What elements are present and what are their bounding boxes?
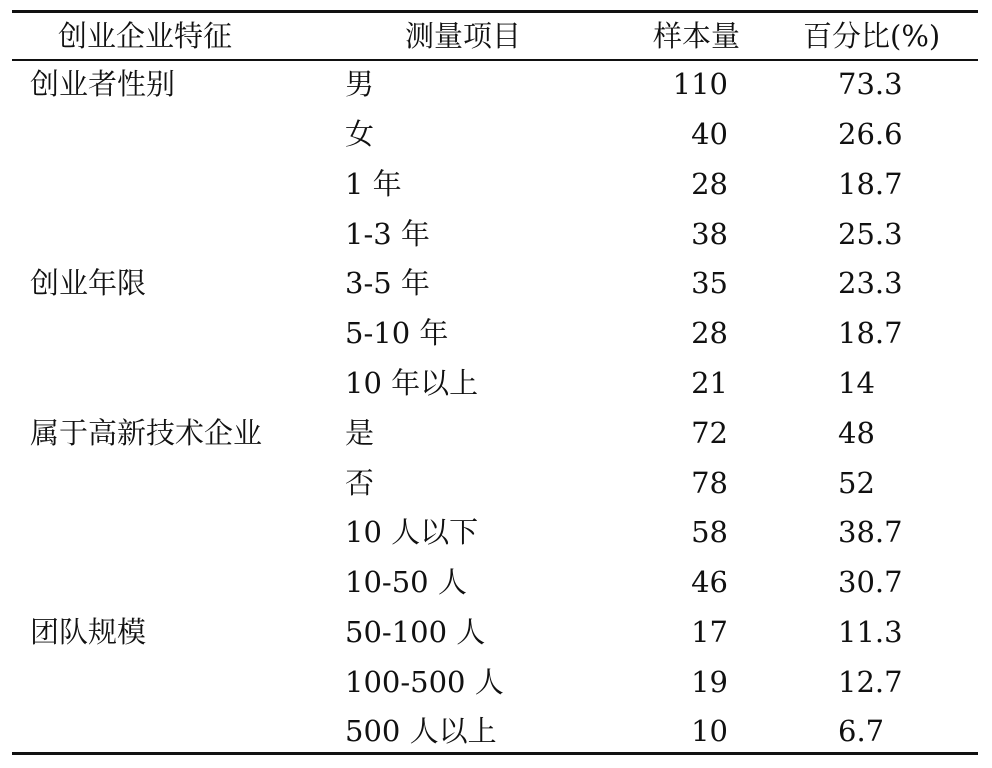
percentage: 14 <box>838 366 875 400</box>
sample-size: 28 <box>691 167 728 201</box>
group-label: 团队规模 <box>30 615 147 649</box>
header-rule <box>12 59 978 61</box>
measure-item: 男 <box>345 67 375 101</box>
measure-item: 100-500 人 <box>345 665 504 699</box>
measure-item: 否 <box>345 466 375 500</box>
sample-size: 40 <box>691 117 728 151</box>
sample-size: 58 <box>691 515 728 549</box>
percentage: 23.3 <box>838 266 903 300</box>
measure-item: 5-10 年 <box>345 316 449 350</box>
percentage: 18.7 <box>838 316 903 350</box>
measure-item: 10 年以上 <box>345 366 479 400</box>
group-label: 属于高新技术企业 <box>30 416 263 450</box>
measure-item: 10 人以下 <box>345 515 479 549</box>
sample-size: 46 <box>691 565 728 599</box>
sample-size: 21 <box>691 366 728 400</box>
percentage: 73.3 <box>838 67 903 101</box>
percentage: 25.3 <box>838 217 903 251</box>
percentage: 18.7 <box>838 167 903 201</box>
group-label: 创业者性别 <box>30 67 176 101</box>
sample-size: 72 <box>691 416 728 450</box>
sample-size: 19 <box>691 665 728 699</box>
measure-item: 是 <box>345 416 375 450</box>
measure-item: 1-3 年 <box>345 217 430 251</box>
percentage: 12.7 <box>838 665 903 699</box>
sample-size: 28 <box>691 316 728 350</box>
sample-size: 38 <box>691 217 728 251</box>
percentage: 30.7 <box>838 565 903 599</box>
measure-item: 女 <box>345 117 375 151</box>
percentage: 6.7 <box>838 714 885 748</box>
sample-size: 35 <box>691 266 728 300</box>
measure-item: 3-5 年 <box>345 266 430 300</box>
header-characteristic: 创业企业特征 <box>58 19 233 53</box>
top-rule <box>12 10 978 13</box>
percentage: 52 <box>838 466 875 500</box>
header-sample-size: 样本量 <box>653 19 741 53</box>
bottom-rule <box>12 752 978 755</box>
measure-item: 50-100 人 <box>345 615 486 649</box>
sample-size: 110 <box>672 67 728 101</box>
percentage: 38.7 <box>838 515 903 549</box>
sample-size: 78 <box>691 466 728 500</box>
sample-size: 10 <box>691 714 728 748</box>
header-percentage: 百分比(%) <box>803 19 941 53</box>
percentage: 26.6 <box>838 117 903 151</box>
percentage: 11.3 <box>838 615 903 649</box>
measure-item: 10-50 人 <box>345 565 467 599</box>
sample-size: 17 <box>691 615 728 649</box>
group-label: 创业年限 <box>30 266 147 300</box>
header-measure-item: 测量项目 <box>405 19 522 53</box>
percentage: 48 <box>838 416 875 450</box>
measure-item: 500 人以上 <box>345 714 497 748</box>
measure-item: 1 年 <box>345 167 402 201</box>
